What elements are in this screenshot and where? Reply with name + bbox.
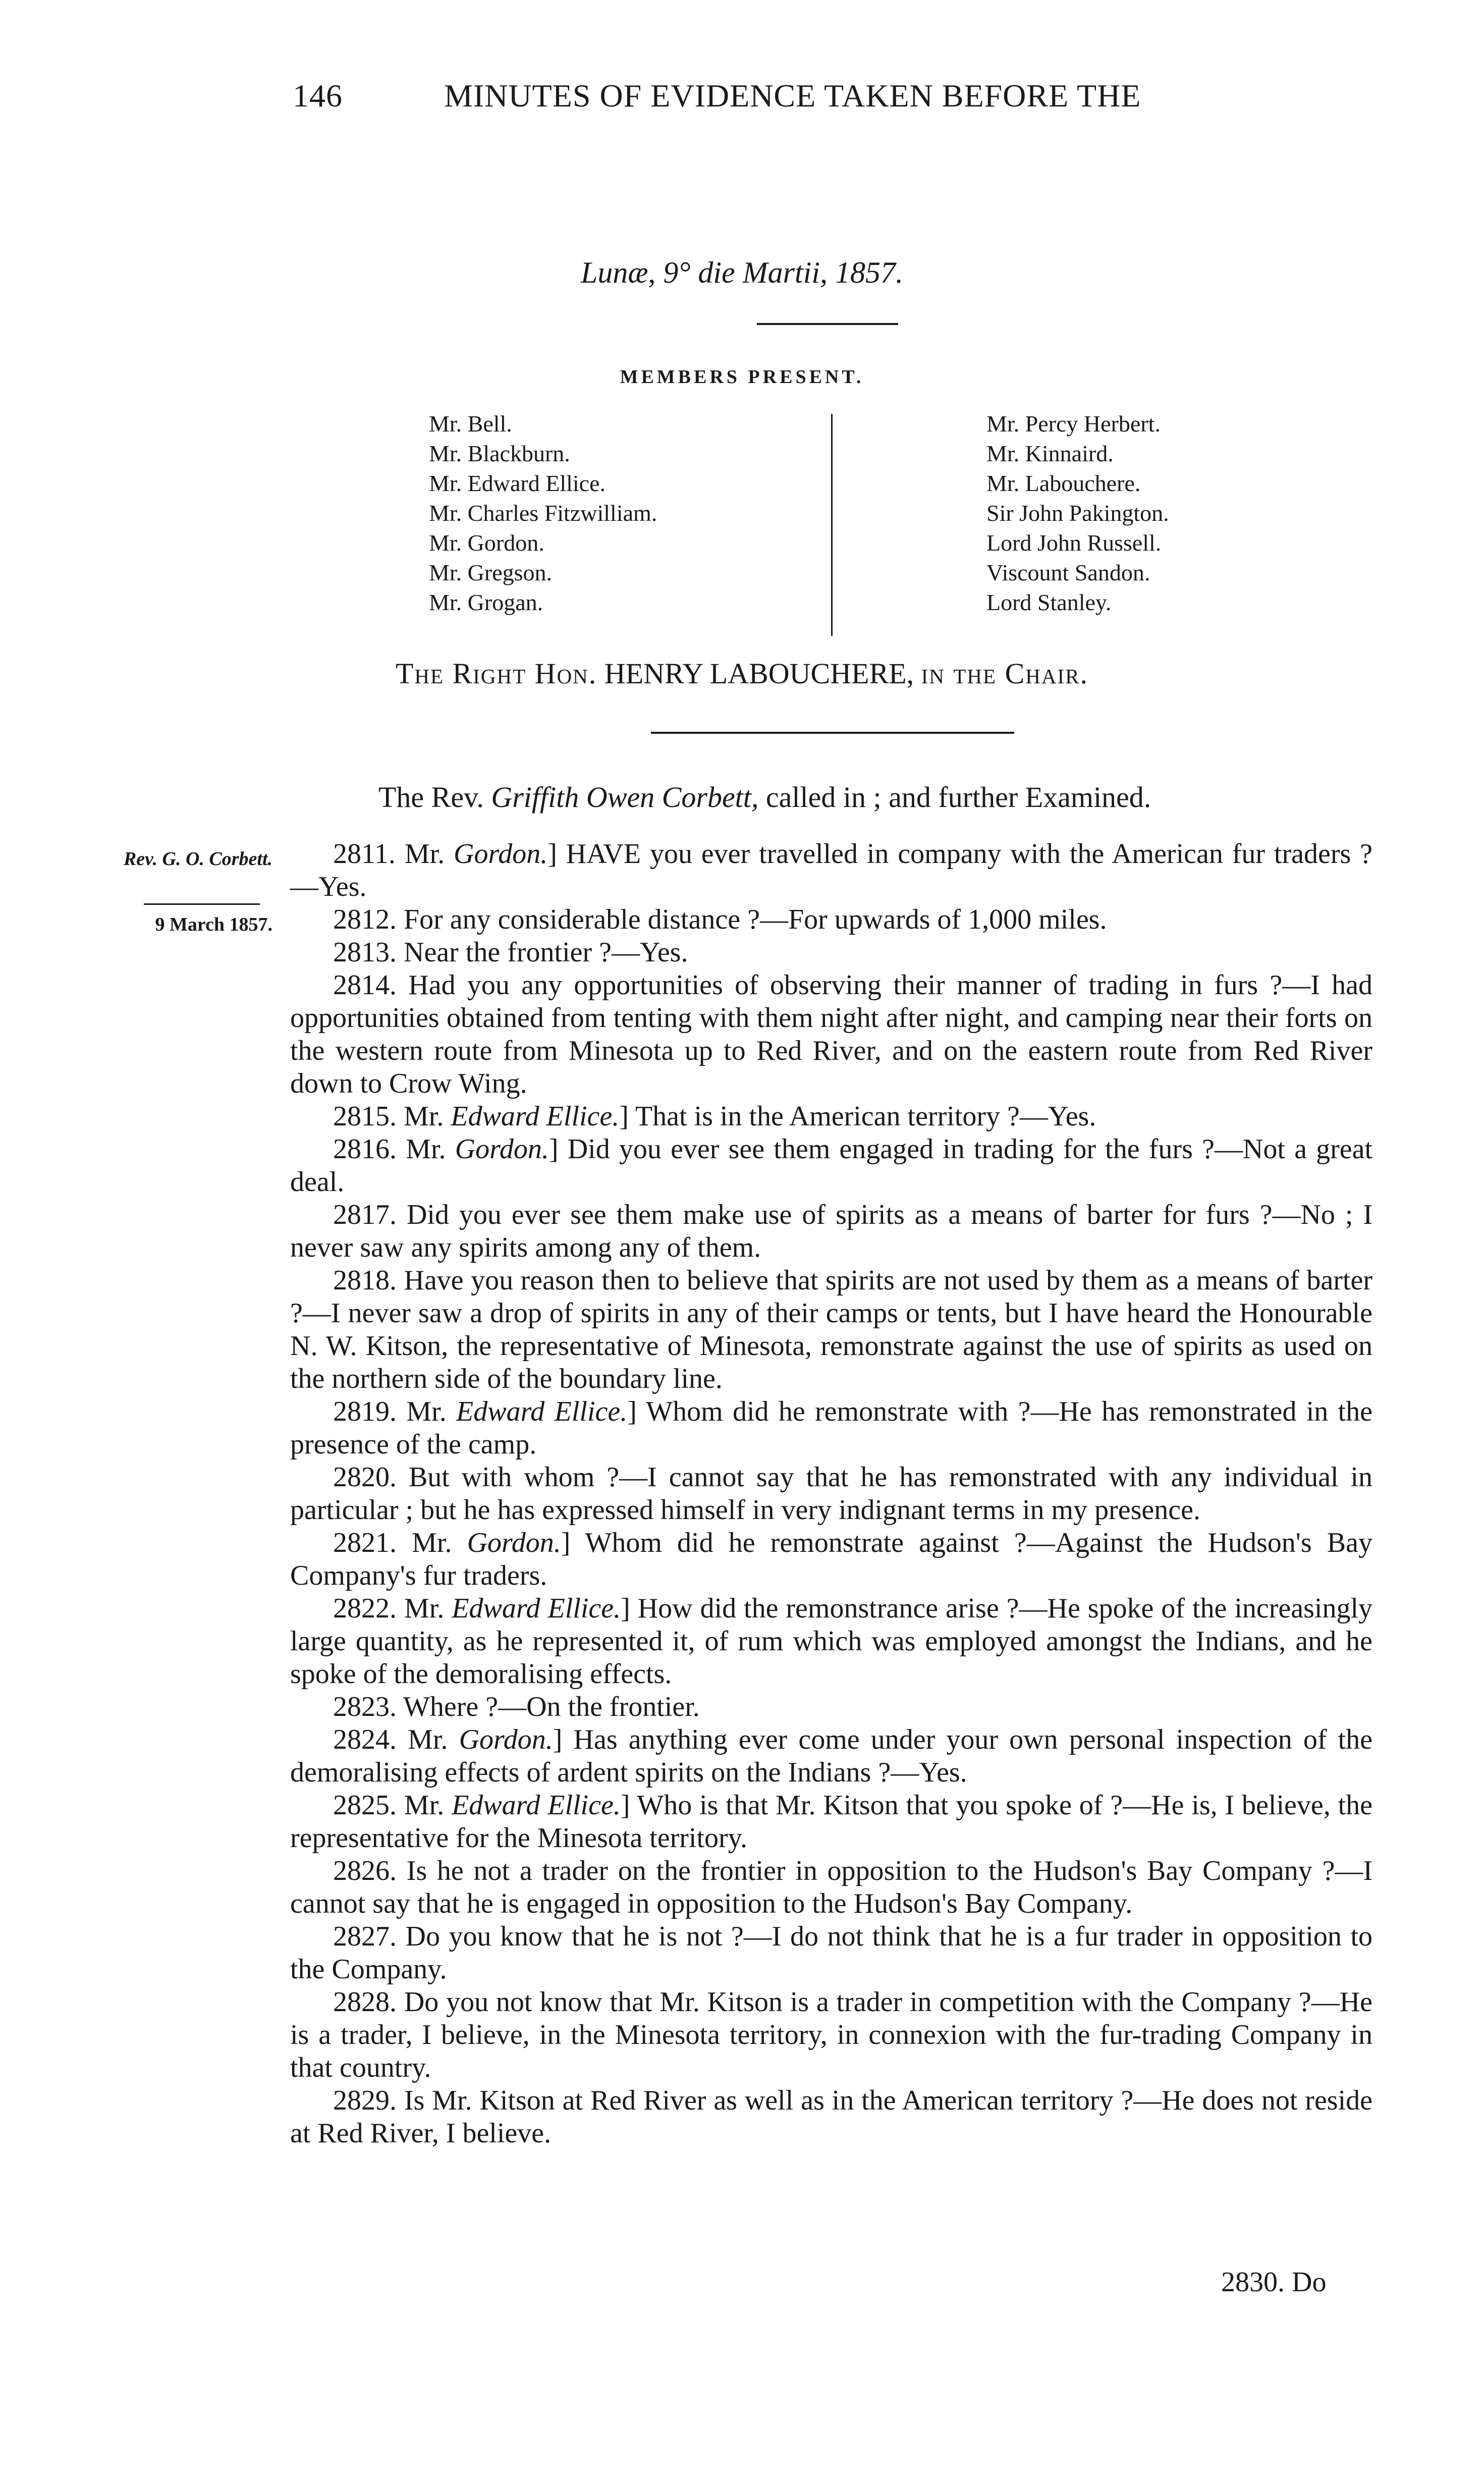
speaker: Mr. Edward Ellice.] [406, 1396, 637, 1427]
margin-rule [144, 903, 260, 905]
question-answer-text: Did you ever see them make use of spirits as a means of barter for furs ?—No ; I never saw any spirits among any of them. [290, 1199, 1373, 1263]
evidence-paragraph [290, 1723, 1372, 1789]
member-name: Mr. Charles Fitzwilliam. [429, 500, 657, 526]
evidence-paragraph [290, 1100, 1372, 1133]
member-name: Mr. Percy Herbert. [986, 411, 1161, 437]
question-number: 2828. [333, 1986, 397, 2018]
evidence-paragraph [290, 1199, 1372, 1264]
question-number: 2817. [333, 1199, 397, 1230]
speaker: Mr. Edward Ellice.] [404, 1790, 630, 1821]
question-answer-text: Whom did he remonstrate with ?—He has remonstrated in the presence of the camp. [290, 1396, 1373, 1460]
question-answer-text: How did the remonstrance arise ?—He spoke of the increasingly large quantity, as he represented it, of rum which was employed amongst the Indians, and he spoke of the demoralising effects. [290, 1593, 1373, 1690]
margin-witness: Rev. G. O. Corbett. [123, 848, 272, 870]
question-number: 2812. [333, 904, 397, 935]
page-number: 146 [293, 78, 343, 114]
member-name: Mr. Gregson. [429, 560, 553, 585]
question-number: 2813. [333, 937, 397, 968]
question-number: 2825. [333, 1790, 397, 1821]
question-number: 2827. [333, 1921, 397, 1952]
evidence-paragraph [290, 1527, 1372, 1592]
evidence-paragraph [290, 1264, 1372, 1395]
member-name: Mr. Gordon. [429, 530, 544, 556]
member-name: Lord Stanley. [986, 589, 1112, 615]
question-number: 2826. [333, 1855, 397, 1886]
members-column-divider [831, 414, 833, 636]
question-number: 2819. [333, 1396, 397, 1427]
members-heading: MEMBERS PRESENT. [620, 366, 864, 388]
member-name: Mr. Blackburn. [429, 441, 570, 466]
speaker: Mr. Edward Ellice.] [404, 1593, 630, 1624]
member-name: Viscount Sandon. [986, 560, 1150, 585]
question-number: 2820. [333, 1462, 397, 1493]
evidence-paragraph [290, 936, 1372, 969]
question-number: 2816. [333, 1134, 397, 1165]
members-left-column [429, 409, 657, 617]
evidence-paragraph [290, 903, 1372, 936]
question-number: 2815. [333, 1101, 397, 1132]
date-rule [757, 323, 898, 325]
question-number: 2821. [333, 1527, 397, 1558]
speaker: Mr. Gordon.] [406, 1134, 559, 1165]
members-right-column [986, 409, 1169, 617]
evidence-paragraph [290, 1855, 1372, 1920]
member-name: Sir John Pakington. [986, 500, 1169, 526]
question-answer-text: Have you reason then to believe that spirits are not used by them as a means of barter ?—I never saw a drop of spirits in any of their camps or tents, but I have heard the Honourable N. W. Kitson, the representative of Minesota, remonstrate against the use of spirits as used on the northern side of the boundary line. [290, 1265, 1373, 1394]
chair-name: HENRY LABOUCHERE, [604, 657, 914, 690]
question-number: 2814. [333, 969, 397, 1001]
question-number: 2822. [333, 1593, 397, 1624]
member-name: Mr. Grogan. [429, 589, 543, 615]
question-number: 2823. [333, 1691, 397, 1722]
witness-prefix: The Rev. [378, 781, 484, 814]
member-name: Mr. Bell. [429, 411, 512, 437]
question-answer-text: Is Mr. Kitson at Red River as well as in the American territory ?—He does not reside at Red River, I believe. [290, 2085, 1373, 2149]
question-answer-text: That is in the American territory ?—Yes. [635, 1101, 1096, 1132]
question-answer-text: Had you any opportunities of observing their manner of trading in furs ?—I had opportunities obtained from tenting with them night after night, and camping near their forts on the western route from Minesota up to Red River, and on the eastern route from Red River down to Crow Wing. [290, 969, 1373, 1099]
member-name: Mr. Edward Ellice. [429, 470, 606, 496]
question-answer-text: Near the frontier ?—Yes. [404, 937, 688, 968]
speaker: Mr. Gordon.] [408, 1724, 563, 1755]
margin-date: 9 March 1857. [155, 914, 272, 935]
member-name: Mr. Labouchere. [986, 470, 1141, 496]
question-answer-text: Do you know that he is not ?—I do not think that he is a fur trader in opposition to the Company. [290, 1921, 1372, 1985]
evidence-paragraph [290, 1395, 1372, 1461]
catchword: 2830. Do [1221, 2267, 1327, 2298]
evidence-paragraph [290, 1920, 1372, 1986]
question-answer-text: But with whom ?—I cannot say that he has remonstrated with any individual in particular ; but he has expressed himself in very indignant terms in my presence. [290, 1462, 1373, 1526]
speaker: Mr. Edward Ellice.] [404, 1101, 629, 1132]
evidence-paragraph [290, 969, 1372, 1100]
chair-line [0, 654, 1484, 694]
question-answer-text: Did you ever see them engaged in trading for the furs ?—Not a great deal. [290, 1134, 1373, 1198]
question-number: 2818. [333, 1265, 397, 1296]
evidence-body [290, 838, 1372, 2150]
evidence-paragraph [290, 1789, 1372, 1855]
question-answer-text: Whom did he remonstrate against ?—Against the Hudson's Bay Company's fur traders. [290, 1527, 1372, 1591]
question-answer-text: Has anything ever come under your own personal inspection of the demoralising effects of ardent spirits on the Indians ?—Yes. [290, 1724, 1372, 1788]
evidence-paragraph [290, 1986, 1372, 2084]
evidence-paragraph [290, 1592, 1372, 1691]
evidence-paragraph [290, 2084, 1372, 2150]
speaker: Mr. Gordon.] [412, 1527, 571, 1558]
session-date: Lunæ, 9° die Martii, 1857. [580, 256, 904, 289]
member-name: Lord John Russell. [986, 530, 1162, 556]
witness-line [378, 777, 1337, 818]
chair-suffix: in the Chair. [921, 657, 1088, 690]
evidence-paragraph [290, 1691, 1372, 1723]
evidence-paragraph [290, 1461, 1372, 1527]
question-number: 2829. [333, 2085, 397, 2116]
running-title: MINUTES OF EVIDENCE TAKEN BEFORE THE [444, 78, 1141, 114]
chair-rule [651, 732, 1014, 734]
witness-suffix: called in ; and further Examined. [765, 781, 1151, 814]
question-answer-text: Do you not know that Mr. Kitson is a trader in competition with the Company ?—He is a trader, I believe, in the Minesota territory, in connexion with the fur-trading Company in that country. [290, 1986, 1373, 2083]
question-answer-text: Is he not a trader on the frontier in opposition to the Hudson's Bay Company ?—I cannot say that he is engaged in opposition to the Hudson's Bay Company. [290, 1855, 1373, 1919]
member-name: Mr. Kinnaird. [986, 441, 1114, 466]
witness-name: Griffith Owen Corbett, [491, 781, 759, 814]
chair-prefix: The Right Hon. [396, 657, 597, 690]
question-number: 2824. [333, 1724, 397, 1755]
question-answer-text: Who is that Mr. Kitson that you spoke of ?—He is, I believe, the representative for the Minesota territory. [290, 1790, 1372, 1854]
speaker: Mr. Gordon.] [404, 838, 557, 870]
question-answer-text: For any considerable distance ?—For upwards of 1,000 miles. [404, 904, 1107, 935]
question-number: 2811. [333, 838, 396, 870]
question-answer-text: Where ?—On the frontier. [403, 1691, 700, 1722]
evidence-paragraph [290, 1133, 1372, 1199]
evidence-paragraph [290, 838, 1372, 903]
question-answer-text: HAVE you ever travelled in company with the American fur traders ?—Yes. [290, 838, 1373, 902]
